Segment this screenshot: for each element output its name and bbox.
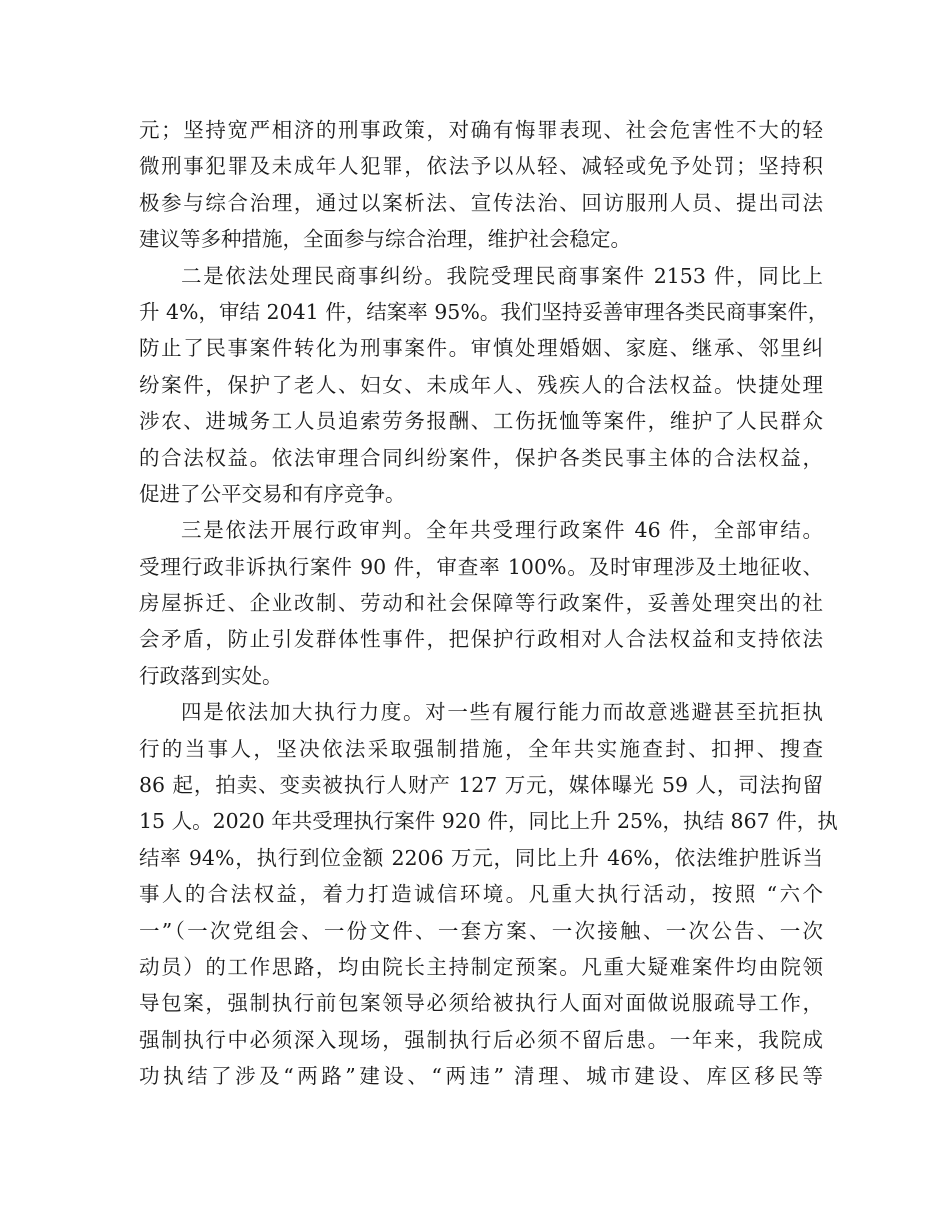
document-body (139, 112, 838, 1095)
text-line: 行政落到实处。 (139, 663, 283, 688)
text-line: 功执结了涉及“两路”建设、“两违” 清理、城市建设、库区移民等 (139, 1064, 823, 1089)
text-line: 元；坚持宽严相济的刑事政策，对确有悔罪表现、社会危害性不大的轻 (139, 118, 823, 142)
text-line: 房屋拆迁、企业改制、劳动和社会保障等行政案件，妥善处理突出的社 (139, 591, 823, 616)
text-line: 一”（一次党组会、一份文件、一套方案、一次接触、一次公告、一次 (139, 918, 823, 943)
text-line: 四是依法加大执行力度。对一些有履行能力而故意逃避甚至抗拒执 (181, 700, 823, 725)
text-line: 三是依法开展行政审判。全年共受理行政案件 46 件，全部审结。 (181, 518, 823, 543)
text-line: 15 人。2020 年共受理执行案件 920 件，同比上升 25%，执结 867 件，执 (139, 809, 838, 834)
text-line: 极参与综合治理，通过以案析法、宣传法治、回访服刑人员、提出司法 (139, 190, 823, 215)
text-line: 行的当事人，坚决依法采取强制措施，全年共实施查封、扣押、搜查 (139, 736, 823, 761)
text-line: 涉农、进城务工人员追索劳务报酬、工伤抚恤等案件，维护了人民群众 (139, 409, 823, 434)
text-line: 防止了民事案件转化为刑事案件。审慎处理婚姻、家庭、继承、邻里纠 (139, 336, 823, 361)
text-line: 86 起，拍卖、变卖被执行人财产 127 万元，媒体曝光 59 人，司法拘留 (139, 773, 823, 798)
text-line: 结率 94%，执行到位金额 2206 万元，同比上升 46%，依法维护胜诉当 (139, 845, 823, 870)
text-line: 会矛盾，防止引发群体性事件，把保护行政相对人合法权益和支持依法 (139, 627, 823, 652)
text-line: 导包案，强制执行前包案领导必须给被执行人面对面做说服疏导工作， (139, 991, 823, 1016)
text-line: 微刑事犯罪及未成年人犯罪，依法予以从轻、减轻或免予处罚；坚持积 (139, 154, 823, 179)
text-line: 动员）的工作思路，均由院长主持制定预案。凡重大疑难案件均由院领 (139, 954, 823, 979)
text-line: 促进了公平交易和有序竞争。 (139, 481, 406, 506)
text-line: 强制执行中必须深入现场，强制执行后必须不留后患。一年来，我院成 (139, 1027, 823, 1052)
text-line: 升 4%，审结 2041 件，结案率 95%。我们坚持妥善审理各类民商事案件， (139, 299, 829, 324)
text-line: 的合法权益。依法审理合同纠纷案件，保护各类民事主体的合法权益， (139, 445, 823, 470)
text-line: 纷案件，保护了老人、妇女、未成年人、残疾人的合法权益。快捷处理 (139, 372, 823, 397)
text-line: 受理行政非诉执行案件 90 件，审查率 100%。及时审理涉及土地征收、 (139, 554, 823, 579)
text-line: 建议等多种措施，全面参与综合治理，维护社会稳定。 (139, 227, 631, 252)
text-line: 二是依法处理民商事纠纷。我院受理民商事案件 2153 件，同比上 (181, 263, 823, 288)
text-line: 事人的合法权益，着力打造诚信环境。凡重大执行活动，按照 “六个 (139, 882, 823, 907)
